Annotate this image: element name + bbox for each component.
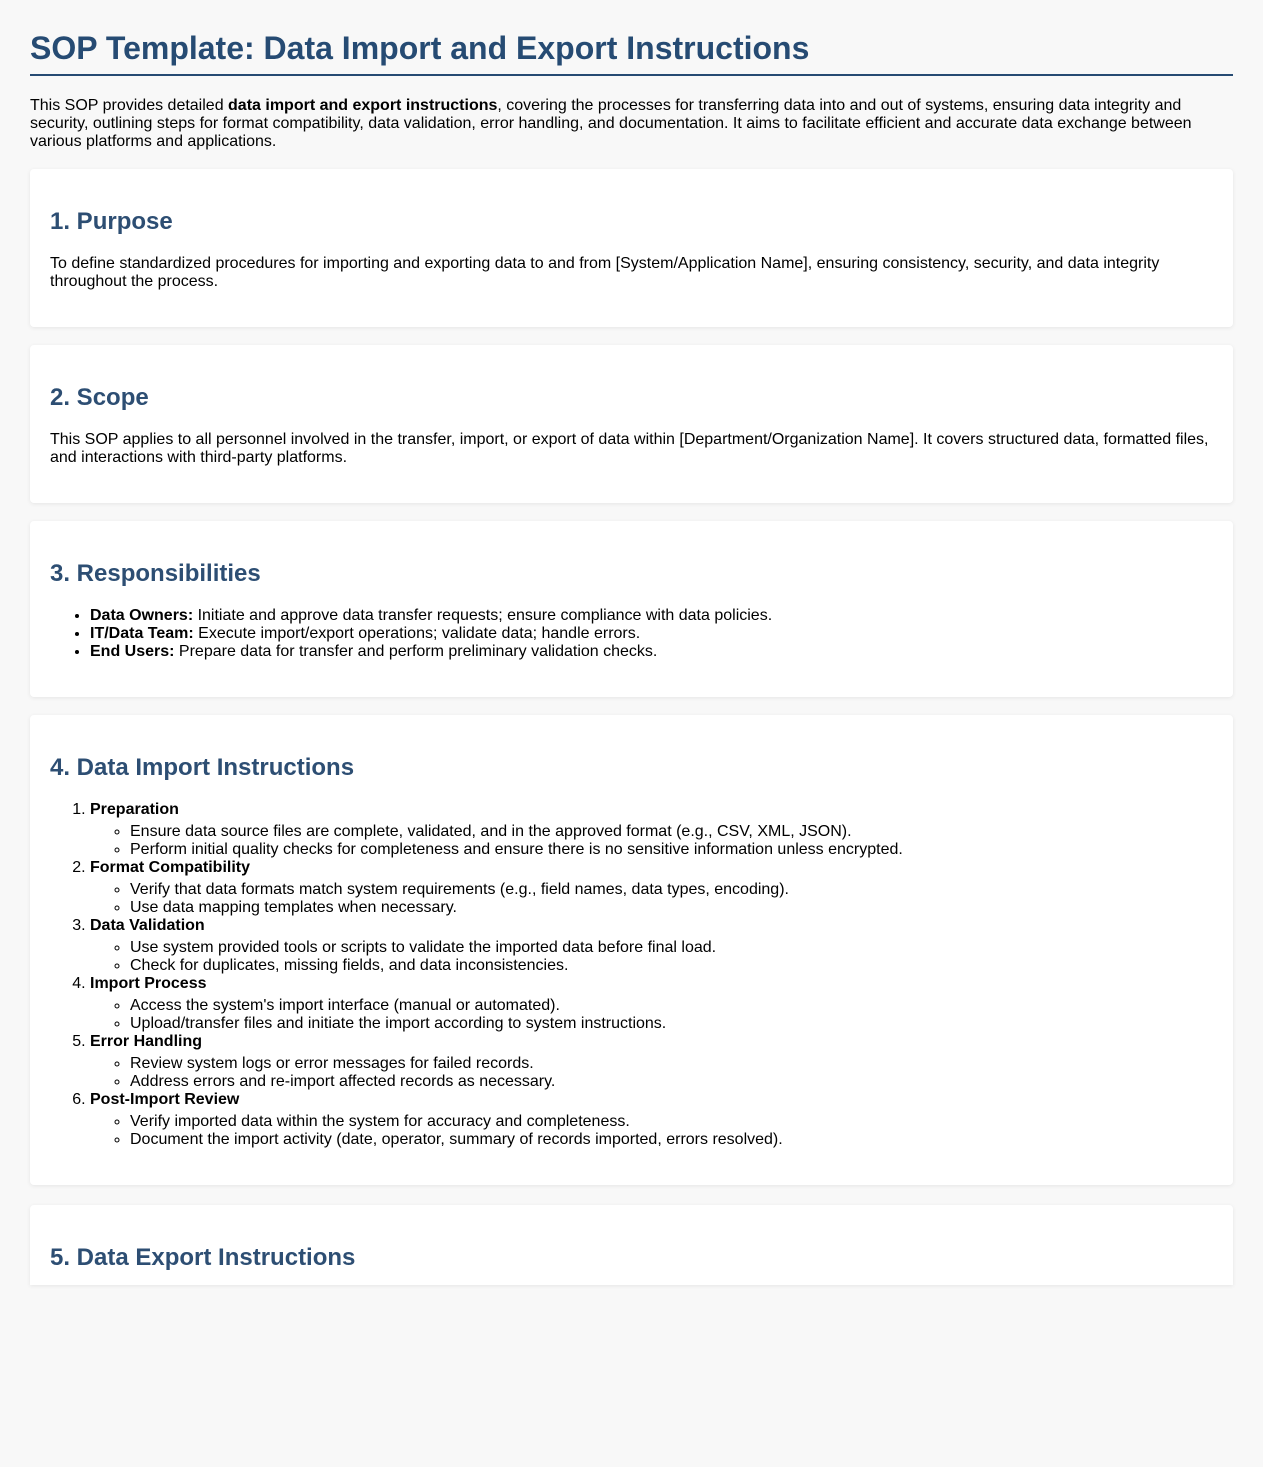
list-item: ◦ Document the import activity (date, operator, summary of records imported, errors resolved). bbox=[130, 1131, 1213, 1149]
step-title: Post-Import Review bbox=[90, 1091, 240, 1108]
scope-text: This SOP applies to all personnel involved in the transfer, import, or export of data within [Department/Organization Name]. It covers structured data, formatted files, and interactions with third-party platforms. bbox=[50, 431, 1209, 466]
list-item: ◦ Verify that data formats match system requirements (e.g., field names, data types, encoding). bbox=[130, 881, 1213, 899]
step-sublist bbox=[90, 823, 1213, 859]
list-item: ◦ Upload/transfer files and initiate the import according to system instructions. bbox=[130, 1015, 1213, 1033]
export-heading: 5. Data Export Instructions bbox=[50, 1244, 356, 1271]
import-heading: 4. Data Import Instructions bbox=[50, 754, 355, 781]
intro-bold-text: data import and export instructions bbox=[228, 97, 498, 114]
list-item: ◦ Address errors and re-import affected records as necessary. bbox=[130, 1073, 1213, 1091]
list-item bbox=[90, 643, 1213, 661]
list-item bbox=[90, 625, 1213, 643]
intro-text-start: This SOP provides detailed bbox=[30, 97, 229, 114]
list-item bbox=[90, 607, 1213, 625]
responsibilities-section bbox=[30, 521, 1233, 697]
role-label: Data Owners: bbox=[90, 607, 194, 624]
step-sublist bbox=[90, 881, 1213, 917]
role-description: Initiate and approve data transfer requests; ensure compliance with data policies. bbox=[193, 607, 773, 624]
role-description: Prepare data for transfer and perform preliminary validation checks. bbox=[174, 643, 658, 660]
step-title: Data Validation bbox=[90, 917, 205, 934]
scope-heading: 2. Scope bbox=[50, 384, 149, 411]
role-label: End Users: bbox=[90, 643, 175, 660]
scope-section bbox=[30, 345, 1233, 503]
list-item: ◦ Perform initial quality checks for completeness and ensure there is no sensitive information unless encrypted. bbox=[130, 841, 1213, 859]
import-step bbox=[90, 1091, 1213, 1149]
role-description: Execute import/export operations; validate data; handle errors. bbox=[193, 625, 641, 642]
list-item: ◦ Use system provided tools or scripts to validate the imported data before final load. bbox=[130, 939, 1213, 957]
list-item: ◦ Access the system's import interface (manual or automated). bbox=[130, 997, 1213, 1015]
page-title: SOP Template: Data Import and Export Instructions bbox=[30, 28, 1233, 76]
import-step bbox=[90, 801, 1213, 859]
purpose-heading: 1. Purpose bbox=[50, 208, 173, 235]
import-step bbox=[90, 859, 1213, 917]
list-item: ◦ Verify imported data within the system for accuracy and completeness. bbox=[130, 1113, 1213, 1131]
step-title: Error Handling bbox=[90, 1033, 203, 1050]
import-section bbox=[30, 715, 1233, 1185]
export-section bbox=[30, 1205, 1233, 1285]
purpose-text: To define standardized procedures for importing and exporting data to and from [System/Application Name], ensuring consistency, security, and data integrity throughout the process. bbox=[50, 255, 1160, 290]
step-title: Format Compatibility bbox=[90, 859, 251, 876]
step-title: Import Process bbox=[90, 975, 207, 992]
intro-text-end: , covering the processes for transferring data into and out of systems, ensuring data integrity and security, outlining steps for format compatibility, data validation, error handling, and documentation. It aims to facilitate efficient and accurate data exchange between various platforms and applications. bbox=[30, 97, 1192, 150]
import-steps-list bbox=[50, 801, 1213, 1149]
purpose-section bbox=[30, 169, 1233, 327]
step-sublist bbox=[90, 997, 1213, 1033]
list-item: ◦ Ensure data source files are complete, validated, and in the approved format (e.g., CSV, XML, JSON). bbox=[130, 823, 1213, 841]
list-item: ◦ Review system logs or error messages for failed records. bbox=[130, 1055, 1213, 1073]
list-item: ◦ Use data mapping templates when necessary. bbox=[130, 899, 1213, 917]
intro-paragraph bbox=[30, 97, 1233, 151]
step-sublist bbox=[90, 1113, 1213, 1149]
list-item: ◦ Check for duplicates, missing fields, and data inconsistencies. bbox=[130, 957, 1213, 975]
step-sublist bbox=[90, 939, 1213, 975]
responsibilities-list bbox=[50, 607, 1213, 661]
import-step bbox=[90, 917, 1213, 975]
step-sublist bbox=[90, 1055, 1213, 1091]
import-step bbox=[90, 975, 1213, 1033]
import-step bbox=[90, 1033, 1213, 1091]
responsibilities-heading: 3. Responsibilities bbox=[50, 560, 261, 587]
step-title: Preparation bbox=[90, 801, 179, 818]
role-label: IT/Data Team: bbox=[90, 625, 194, 642]
